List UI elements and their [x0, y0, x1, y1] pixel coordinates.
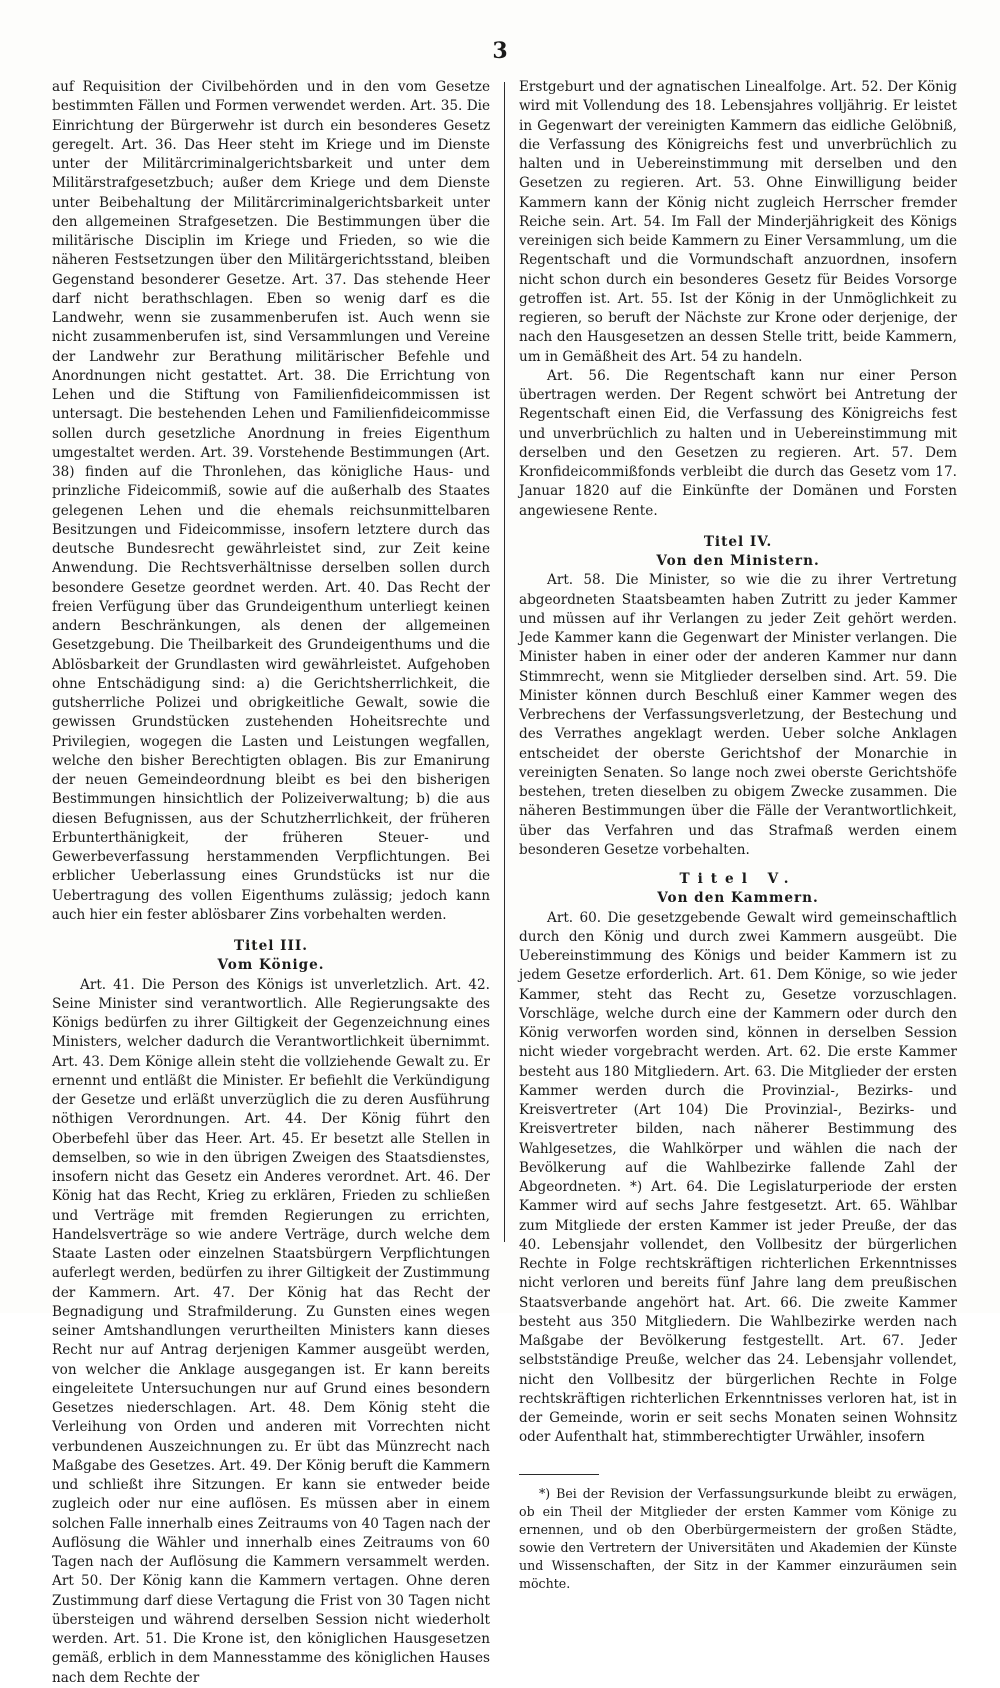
footnote-rule — [519, 1474, 599, 1475]
left-column — [52, 78, 490, 1688]
right-column — [519, 78, 957, 1593]
section-title-4: Titel IV. — [703, 533, 773, 550]
section-subtitle-4: Von den Ministern. — [656, 553, 820, 569]
section-subtitle-3: Vom Könige. — [217, 957, 325, 974]
footnote: *) Bei der Revision der Verfassungsurkunde bleibt zu erwägen, ob ein Theil der Mitglieder der ersten Kammer vom Könige zu ernennen, und ob den Oberbürgermeistern der großen Städte, sowie den Vertretern der Universitäten und Akademien der Künste und Wissenschaften, der Sitz in der Kammer einzuräumen sein möchte. — [519, 1485, 957, 1591]
paragraph-arts-35-40: auf Requisition der Civilbehörden und in den vom Gesetze bestimmten Fällen und Formen verwendet werden. Art. 35. Die Einrichtung der Bürgerwehr ist durch ein besonderes Gesetz geregelt. Art. 36. Das Heer steht im Kriege und im Dienste unter der Militärcriminalgerichtsbarkeit und unter dem Militärstrafgesetzbuch; außer dem Kriege und dem Dienste unter Beibehaltung der Militärcriminalgerichtsbarkeit unter den allgemeinen Strafgesetzen. Die Bestimmungen über die militärische Disciplin im Kriege und Frieden, so wie die näheren Festsetzungen über den Militärgerichtsstand, bleiben Gegenstand besonderer Gesetze. Art. 37. Das stehende Heer darf nicht berathschlagen. Eben so wenig darf es die Landwehr, wenn sie zusammenberufen ist. Auch wenn sie nicht zusammenberufen ist, sind Versammlungen und Vereine der Landwehr zur Berathung militärischer Befehle und Anordnungen nicht gestattet. Art. 38. Die Errichtung von Lehen und die Stiftung von Familienfideicommissen ist untersagt. Die bestehenden Lehen und Familienfideicommisse sollen durch gesetzliche Anordnung in freies Eigenthum umgestaltet werden. Art. 39. Vorstehende Bestimmungen (Art. 38) finden auf die Thronlehen, das königliche Haus- und prinzliche Fideicommiß, sowie auf die außerhalb des Staates gelegenen Lehen und die ehemals reichsunmittelbaren Besitzungen und Fideicommisse, insofern letztere durch das deutsche Bundesrecht gewährleistet sind, zur Zeit keine Anwendung. Die Rechtsverhältnisse derselben sollen durch besondere Gesetze geordnet werden. Art. 40. Das Recht der freien Verfügung über das Grundeigenthum unterliegt keinen andern Beschränkungen, als denen der allgemeinen Gesetzgebung. Die Theilbarkeit des Grundeigenthums und die Ablösbarkeit der Grundlasten wird gewährleistet. Aufgehoben ohne Entschädigung sind: a) die Gerichtsherrlichkeit, die gutsherrliche Polizei und obrigkeitliche Gewalt, sowie die gewissen Grundstücken zustehenden Hoheitsrechte und Privilegien, wogegen die Lasten und Leistungen wegfallen, welche den bisher Berechtigten oblagen. Bis zur Emanirung der neuen Gemeindeordnung bleibt es bei den bisherigen Bestimmungen hinsichtlich der Polizeiverwaltung; b) die aus diesen Befugnissen, aus der Schutzherrlichkeit, der früheren Erbunterthänigkeit, der früheren Steuer- und Gewerbeverfassung herstammenden Verpflichtungen. Bei erblicher Ueberlassung eines Grundstücks ist nur die Uebertragung des vollen Eigenthums zulässig; jedoch kann auch hier ein fester ablösbarer Zins vorbehalten werden. — [52, 79, 490, 923]
paragraph-arts-58-59: Art. 58. Die Minister, so wie die zu ihrer Vertretung abgeordneten Staatsbeamten haben Zutritt zu jeder Kammer und müssen auf ihr Verlangen zu jeder Zeit gehört werden. Jede Kammer kann die Gegenwart der Minister verlangen. Die Minister haben in einer oder der anderen Kammer nur dann Stimmrecht, wenn sie Mitglieder derselben sind. Art. 59. Die Minister können durch Beschluß einer Kammer wegen des Verbrechens der Verfassungsverletzung, der Bestechung und des Verrathes angeklagt werden. Ueber solche Anklagen entscheidet der oberste Gerichtshof der Monarchie in vereinigten Senaten. So lange noch zwei oberste Gerichtshöfe bestehen, treten dieselben zu obigem Zwecke zusammen. Die näheren Bestimmungen über die Fälle der Verantwortlichkeit, über das Verfahren und das Strafmaß werden einem besonderen Gesetze vorbehalten. — [519, 572, 957, 858]
section-title-5: Titel V. — [679, 871, 797, 887]
paragraph-arts-60-67: Art. 60. Die gesetzgebende Gewalt wird gemeinschaftlich durch den König und durch zwei Kammern ausgeübt. Die Uebereinstimmung des Königs und beider Kammern ist zu jedem Gesetze erforderlich. Art. 61. Dem Könige, so wie jeder Kammer, steht das Recht zu, Gesetze vorzuschlagen. Vorschläge, welche durch eine der Kammern oder durch den König verworfen worden sind, können in derselben Session nicht wieder vorgebracht werden. Art. 62. Die erste Kammer besteht aus 180 Mitgliedern. Art. 63. Die Mitglieder der ersten Kammer werden durch die Provinzial-, Bezirks- und Kreisvertreter (Art 104) Die Provinzial-, Bezirks- und Kreisvertreter bilden, nach näherer Bestimmung des Wahlgesetzes, die Wahlkörper und wählen die nach der Bevölkerung auf die Wahlbezirke fallende Zahl der Abgeordneten. *) Art. 64. Die Legislaturperiode der ersten Kammer wird auf sechs Jahre festgesetzt. Art. 65. Wählbar zum Mitgliede der ersten Kammer ist jeder Preuße, der das 40. Lebensjahr vollendet, den Vollbesitz der bürgerlichen Rechte in Folge rechtskräftigen richterlichen Erkenntnisses nicht verloren und bereits fünf Jahre lang dem preußischen Staatsverbande angehört hat. Art. 66. Die zweite Kammer besteht aus 350 Mitgliedern. Die Wahlbezirke werden nach Maßgabe der Bevölkerung festgestellt. Art. 67. Jeder selbstständige Preuße, welcher das 24. Lebensjahr vollendet, nicht den Vollbesitz der bürgerlichen Rechte in Folge rechtskräftigen richterlichen Erkenntnisses verloren hat, ist in der Gemeinde, worin er seit sechs Monaten seinen Wohnsitz oder Aufenthalt hat, stimmberechtigter Urwähler, insofern — [519, 909, 957, 1446]
page-number: 3 — [492, 38, 508, 64]
section-title-3: Titel III. — [234, 938, 308, 954]
column-divider — [504, 82, 505, 1242]
paragraph-arts-41-51: Art. 41. Die Person des Königs ist unverletzlich. Art. 42. Seine Minister sind verantwortlich. Alle Regierungsakte des Königs bedürfen zu ihrer Giltigkeit der Gegenzeichnung eines Ministers, welcher dadurch die Verantwortlichkeit übernimmt. Art. 43. Dem Könige allein steht die vollziehende Gewalt zu. Er ernennt und entläßt die Minister. Er befiehlt die Verkündigung der Gesetze und erläßt unverzüglich die zu deren Ausführung nöthigen Verordnungen. Art. 44. Der König führt den Oberbefehl über das Heer. Art. 45. Er besetzt alle Stellen in demselben, so wie in den übrigen Zweigen des Staatsdienstes, insofern nicht das Gesetz ein Anderes verordnet. Art. 46. Der König hat das Recht, Krieg zu erklären, Frieden zu schließen und Verträge mit fremden Regierungen zu errichten, Handelsverträge so wie andere Verträge, durch welche dem Staate Lasten oder einzelnen Staatsbürgern Verpflichtungen auferlegt werden, bedürfen zu ihrer Giltigkeit der Zustimmung der Kammern. Art. 47. Der König hat das Recht der Begnadigung und Strafmilderung. Zu Gunsten eines wegen seiner Amtshandlungen verurtheilten Ministers kann dieses Recht nur auf Antrag derjenigen Kammer ausgeübt werden, von welcher die Anklage ausgegangen ist. Er kann bereits eingeleitete Untersuchungen nur auf Grund eines besondern Gesetzes niederschlagen. Art. 48. Dem König steht die Verleihung von Orden und anderen mit Vorrechten nicht verbundenen Auszeichnungen zu. Er übt das Münzrecht nach Maßgabe des Gesetzes. Art. 49. Der König beruft die Kammern und schließt ihre Sitzungen. Er kann sie entweder beide zugleich oder nur eine auflösen. Es müssen aber in einem solchen Falle innerhalb eines Zeitraums von 40 Tagen nach der Auflösung die Wähler und innerhalb eines Zeitraums von 60 Tagen nach der Auflösung die Kammern versammelt werden. Art 50. Der König kann die Kammern vertagen. Ohne deren Zustimmung darf diese Vertagung die Frist von 30 Tagen nicht übersteigen und während derselben Session nicht wiederholt werden. Art. 51. Die Krone ist, den königlichen Hausgesetzen gemäß, erblich in dem Mannesstamme des königlichen Hauses nach dem Rechte der — [52, 976, 490, 1686]
section-subtitle-5: Von den Kammern. — [657, 890, 819, 907]
paragraph-arts-56-57: Art. 56. Die Regentschaft kann nur einer Person übertragen werden. Der Regent schwört bei Antretung der Regentschaft einen Eid, die Verfassung des Königreichs fest und unverbrüchlich zu halten und in Uebereinstimmung mit derselben und den Gesetzen zu regieren. Art. 57. Dem Kronfideicommißfonds verbleibt die durch das Gesetz vom 17. Januar 1820 auf die Einkünfte der Domänen und Forsten angewiesene Rente. — [519, 367, 957, 519]
paragraph-arts-51-55: Erstgeburt und der agnatischen Linealfolge. Art. 52. Der König wird mit Vollendung des 18. Lebensjahres volljährig. Er leistet in Gegenwart der vereinigten Kammern das eidliche Gelöbniß, die Verfassung des Königreichs fest und unverbrüchlich zu halten und in Uebereinstimmung mit derselben und den Gesetzen zu regieren. Art. 53. Ohne Einwilligung beider Kammern kann der König nicht zugleich Herrscher fremder Reiche sein. Art. 54. Im Fall der Minderjährigkeit des Königs vereinigen sich beide Kammern zu Einer Versammlung, um die Regentschaft und die Vormundschaft anzuordnen, insofern nicht schon durch ein besonderes Gesetz für Beides Vorsorge getroffen ist. Art. 55. Ist der König in der Unmöglichkeit zu regieren, so beruft der Nächste zur Krone oder derjenige, der nach den Hausgesetzen an dessen Stelle tritt, beide Kammern, um in Gemäßheit des Art. 54 zu handeln. — [519, 79, 957, 365]
